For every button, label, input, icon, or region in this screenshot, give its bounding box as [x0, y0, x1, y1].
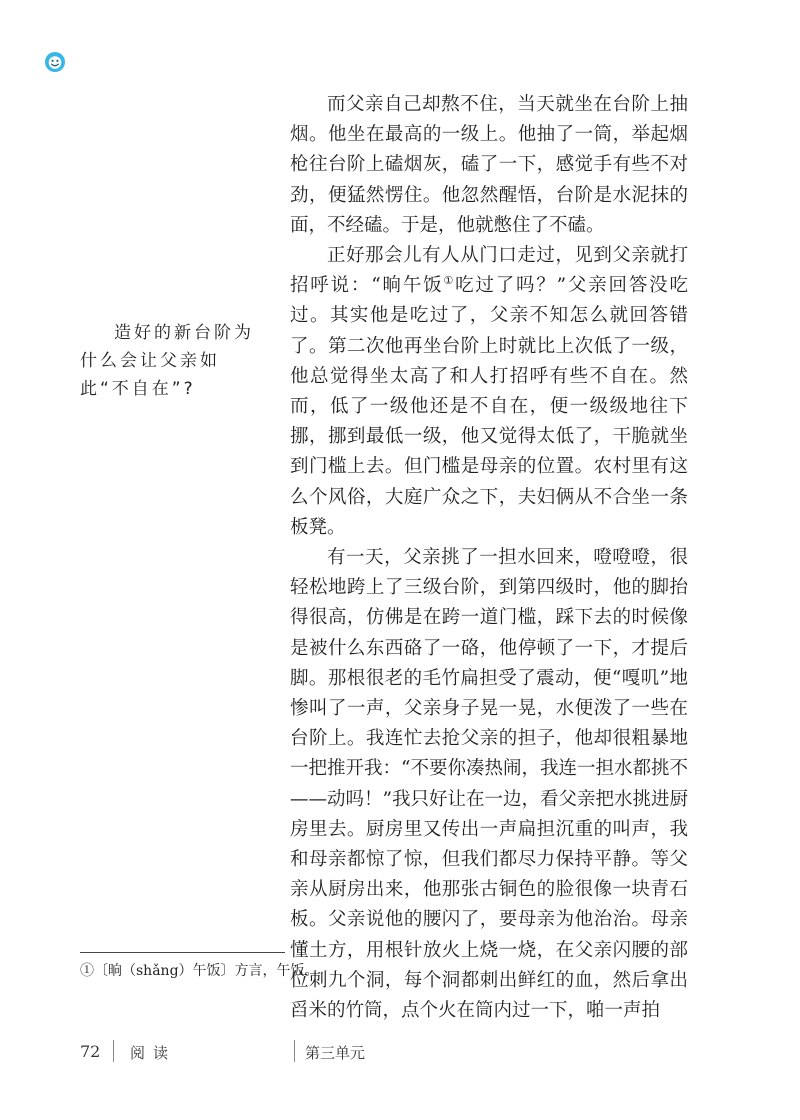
- section-label: 阅读: [130, 1044, 177, 1062]
- paragraph-3: 有一天，父亲挑了一担水回来，噔噔噔，很轻松地跨上了三级台阶，到第四级时，他的脚抬得很高，仿佛是在跨一道门槛，踩下去的时候像是被什么东西硌了一硌，他停顿了一下，才提后脚。那根很老的毛竹扁担受了震动，便“嘎叽”地惨叫了一声，父亲身子晃一晃，水便泼了一些在台阶上。我连忙去抢父亲的担子，他却很粗暴地一把推开我：“不要你凑热闹，我连一担水都挑不——动吗！”我只好让在一边，看父亲把水挑进厨房里去。厨房里又传出一声扁担沉重的叫声，我和母亲都惊了惊，但我们都尽力保持平静。等父亲从厨房出来，他那张古铜色的脸很像一块青石板。父亲说他的腰闪了，要母亲为他治治。母亲懂土方，用根针放火上烧一烧，在父亲闪腰的部位刺九个洞，每个洞都刺出鲜红的血，然后拿出舀米的竹筒，点个火在筒内过一下，啪一声拍: [290, 547, 688, 1022]
- footnote-divider: [80, 952, 285, 953]
- paragraph-2-after-note: 吃过了吗？”父亲回答没吃过。其实他是吃过了，父亲不知怎么就回答错了。第二次他再坐台阶上时就比上次低了一级，他总觉得坐太高了和人打招呼有些不自在。然而，低了一级他还是不自在，便一级级地往下挪，挪到最低一级，他又觉得太低了，干脆就坐到门槛上去。但门槛是母亲的位置。农村里有这么个风俗，大庭广众之下，夫妇俩从不合坐一条板凳。: [290, 275, 688, 538]
- page-footer: [0, 1038, 800, 1068]
- story-body: [290, 90, 688, 1026]
- footnote: ①〔晌（shǎng）午饭〕方言，午饭。: [80, 963, 319, 979]
- margin-question-note: [80, 319, 256, 403]
- margin-question-text: 造好的新台阶为什么会让父亲如此“不自在”?: [80, 323, 254, 399]
- footer-divider: [113, 1040, 114, 1062]
- footer-divider: [294, 1040, 295, 1062]
- page-number: 72: [80, 1042, 101, 1061]
- unit-label: 第三单元: [305, 1044, 366, 1062]
- paragraph-2-before-note: 正好那会儿有人从门口走过，见到父亲就打招呼说：“晌午饭: [290, 245, 688, 297]
- paragraph-1: 而父亲自己却熬不住，当天就坐在台阶上抽烟。他坐在最高的一级上。他抽了一筒，举起烟枪往台阶上磕烟灰，磕了一下，感觉手有些不对劲，便猛然愣住。他忽然醒悟，台阶是水泥抹的面，不经磕。于是，他就憋住了不磕。: [290, 94, 688, 236]
- footnote-reference-mark[interactable]: ①: [443, 274, 456, 288]
- smiley-icon: [44, 51, 66, 73]
- paragraph-2: [290, 241, 688, 543]
